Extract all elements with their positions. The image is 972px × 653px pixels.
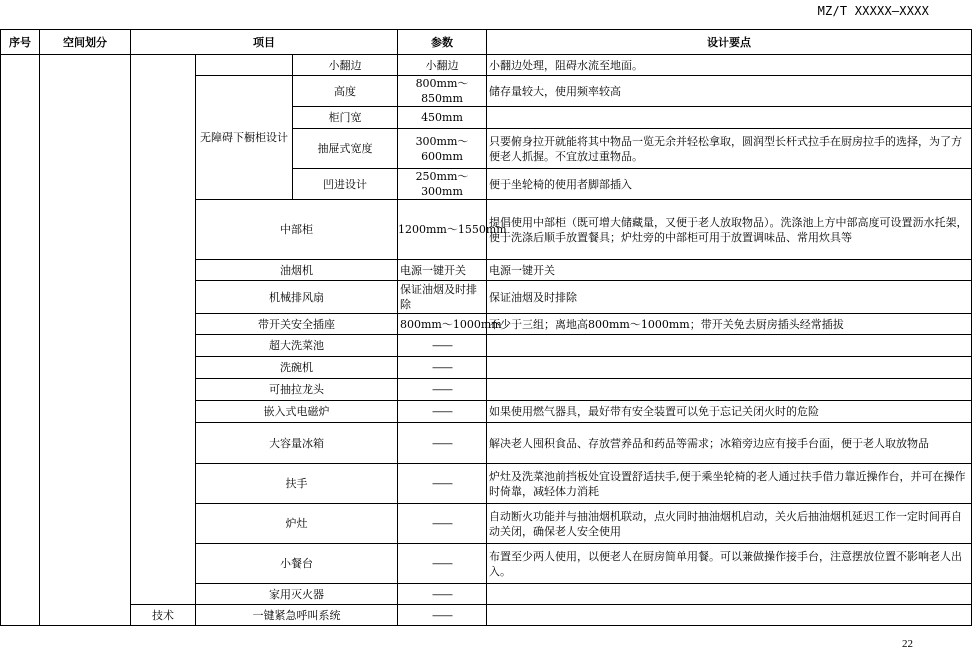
- header-design: 设计要点: [487, 30, 972, 55]
- item-cell: 炉灶: [196, 504, 398, 544]
- param-cell: ——: [398, 401, 487, 423]
- design-cell: 解决老人囤积食品、存放营养品和药品等需求；冰箱旁边应有接手台面，便于老人取放物品: [487, 423, 972, 464]
- param-cell: ——: [398, 379, 487, 401]
- item-cell: 嵌入式电磁炉: [196, 401, 398, 423]
- design-cell: 提倡使用中部柜（既可增大储藏量，又便于老人放取物品）。洗涤池上方中部高度可设置沥水托架，便于洗涤后顺手放置餐具；炉灶旁的中部柜可用于放置调味品、常用炊具等: [487, 200, 972, 260]
- param-cell: 保证油烟及时排除: [398, 281, 487, 314]
- page-number: 22: [902, 638, 913, 650]
- param-cell: ——: [398, 605, 487, 626]
- design-cell: 不少于三组；离地高800mm～1000mm；带开关免去厨房插头经常插拔: [487, 314, 972, 335]
- item-cell: 大容量冰箱: [196, 423, 398, 464]
- header-param: 参数: [398, 30, 487, 55]
- header-row: [1, 30, 972, 55]
- design-cell: 储存量较大，使用频率较高: [487, 76, 972, 107]
- param-cell: ——: [398, 584, 487, 605]
- design-cell: 只要俯身拉开就能将其中物品一览无余并轻松拿取，圆润型长杆式拉手在厨房拉手的选择，为了方便老人抓握。不宜放过重物品。: [487, 129, 972, 169]
- space-cell: [40, 55, 131, 626]
- design-cell: 电源一键开关: [487, 260, 972, 281]
- design-cell: 炉灶及洗菜池前挡板处宜设置舒适扶手,便于乘坐轮椅的老人通过扶手借力靠近操作台，并可在操作时倚靠，减轻体力消耗: [487, 464, 972, 504]
- item-cell: 油烟机: [196, 260, 398, 281]
- header-item: 项目: [131, 30, 398, 55]
- item-cell: 抽屉式宽度: [293, 129, 398, 169]
- seq-cell: [1, 55, 40, 626]
- kitchen-design-table: [0, 29, 972, 626]
- param-cell: 小翻边: [398, 55, 487, 76]
- group-label-barrier-free-cabinet: 无障碍下橱柜设计: [196, 76, 293, 200]
- param-cell: 250mm～300mm: [398, 169, 487, 200]
- item-cell: 小餐台: [196, 544, 398, 584]
- param-cell: 电源一键开关: [398, 260, 487, 281]
- subgroup-cell: [131, 55, 196, 605]
- item-cell: 小翻边: [293, 55, 398, 76]
- design-cell: 便于坐轮椅的使用者脚部插入: [487, 169, 972, 200]
- param-cell: 300mm～600mm: [398, 129, 487, 169]
- design-cell: 如果使用燃气器具，最好带有安全装置可以免于忘记关闭火时的危险: [487, 401, 972, 423]
- item-cell: 可抽拉龙头: [196, 379, 398, 401]
- design-cell: 布置至少两人使用，以便老人在厨房简单用餐。可以兼做操作接手台，注意摆放位置不影响老人出入。: [487, 544, 972, 584]
- item-cell: 家用灭火器: [196, 584, 398, 605]
- item-cell: 一键紧急呼叫系统: [196, 605, 398, 626]
- param-cell: ——: [398, 544, 487, 584]
- item-cell: 扶手: [196, 464, 398, 504]
- header-space: 空间划分: [40, 30, 131, 55]
- item-cell: 洗碗机: [196, 357, 398, 379]
- param-cell: ——: [398, 423, 487, 464]
- table-row: [1, 605, 972, 626]
- design-cell: 保证油烟及时排除: [487, 281, 972, 314]
- param-cell: ——: [398, 357, 487, 379]
- group-blank-cell: [196, 55, 293, 76]
- item-cell: 中部柜: [196, 200, 398, 260]
- design-cell: [487, 584, 972, 605]
- param-cell: 450mm: [398, 107, 487, 129]
- design-cell: [487, 107, 972, 129]
- item-cell: 带开关安全插座: [196, 314, 398, 335]
- document-code: MZ/T XXXXX—XXXX: [817, 4, 929, 18]
- table-row: [1, 55, 972, 76]
- param-cell: 1200mm～1550mm: [398, 200, 487, 260]
- item-cell: 凹进设计: [293, 169, 398, 200]
- param-cell: 800mm～1000mm: [398, 314, 487, 335]
- design-cell: [487, 605, 972, 626]
- design-cell: 自动断火功能并与抽油烟机联动，点火同时抽油烟机启动，关火后抽油烟机延迟工作一定时间再自动关闭，确保老人安全使用: [487, 504, 972, 544]
- design-cell: [487, 335, 972, 357]
- item-cell: 柜门宽: [293, 107, 398, 129]
- item-cell: 机械排风扇: [196, 281, 398, 314]
- item-cell: 超大洗菜池: [196, 335, 398, 357]
- header-seq: 序号: [1, 30, 40, 55]
- param-cell: ——: [398, 335, 487, 357]
- param-cell: ——: [398, 464, 487, 504]
- param-cell: 800mm～850mm: [398, 76, 487, 107]
- design-cell: [487, 379, 972, 401]
- design-cell: 小翻边处理，阻碍水流至地面。: [487, 55, 972, 76]
- item-cell: 高度: [293, 76, 398, 107]
- group-label-tech: 技术: [131, 605, 196, 626]
- param-cell: ——: [398, 504, 487, 544]
- design-cell: [487, 357, 972, 379]
